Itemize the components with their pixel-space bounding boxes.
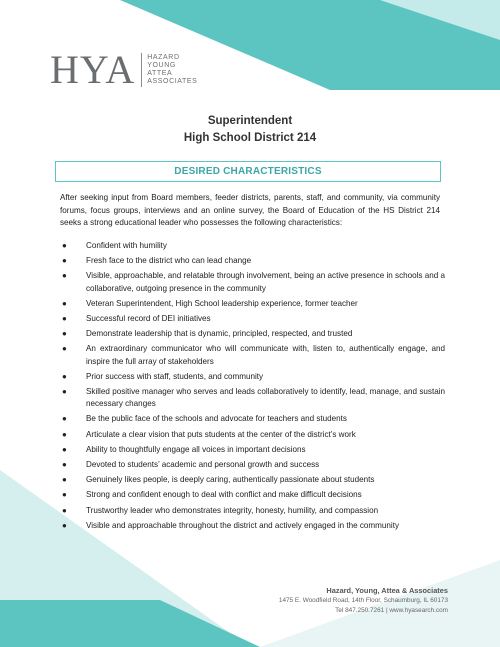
list-item [60, 520, 445, 532]
list-item-text: Confident with humility [86, 241, 167, 250]
list-item-text: Genuinely likes people, is deeply caring, authentically passionate about students [86, 475, 375, 485]
intro-paragraph: After seeking input from Board members, feeder districts, parents, staff, and community, via community forums, focus groups, interviews and an online survey, the Board of Education of the HS District 214 seeks a strong educational leader who possesses the following characteristics: [60, 193, 440, 228]
characteristics-list [60, 240, 445, 535]
page-subtitle: High School District 214 [183, 132, 317, 144]
list-item-text: An extraordinary communicator who will communicate with, listen to, authentically engage, and inspire the full array of stakeholders [86, 344, 445, 366]
list-item [60, 474, 445, 486]
list-item [60, 270, 445, 294]
bullet-icon: ● [62, 371, 67, 381]
hya-logo [50, 47, 198, 92]
footer-company: Hazard, Young, Attea & Associates [326, 586, 448, 595]
footer-contact: Tel 847.250.7261 | www.hyasearch.com [335, 607, 448, 614]
title-block [0, 113, 500, 147]
bullet-icon: ● [62, 475, 67, 485]
list-item-text: Demonstrate leadership that is dynamic, principled, respected, and trusted [86, 329, 353, 339]
list-item [60, 489, 445, 501]
list-item-text: Visible and approachable throughout the district and actively engaged in the community [86, 520, 400, 530]
list-item [60, 459, 445, 471]
logo-divider [141, 53, 142, 87]
list-item-text: Visible, approachable, and relatable through involvement, being an active presence in schools and a collaborative, outgoing presence in the community [86, 271, 445, 293]
list-item-text: Be the public face of the schools and advocate for teachers and students [86, 414, 347, 424]
bullet-icon: ● [62, 329, 67, 339]
list-item-text: Veteran Superintendent, High School leadership experience, former teacher [86, 298, 358, 308]
bullet-icon: ● [62, 444, 67, 454]
list-item [60, 240, 445, 252]
list-item-text: Articulate a clear vision that puts students at the center of the district’s work [86, 429, 356, 439]
footer [279, 585, 448, 616]
list-item-text: Prior success with staff, students, and community [86, 371, 264, 381]
list-item [60, 429, 445, 441]
bullet-icon: ● [62, 429, 67, 439]
list-item-text: Ability to thoughtfully engage all voices in important decisions [86, 444, 306, 454]
page-title: Superintendent [207, 115, 293, 127]
logo-word: HAZARD [147, 53, 180, 61]
list-item [60, 386, 445, 410]
bullet-icon: ● [62, 256, 67, 266]
footer-address: 1475 E. Woodfield Road, 14th Floor, Schaumburg, IL 60173 [278, 597, 448, 604]
logo-wordmark [147, 54, 197, 87]
bottom-teal-shape [0, 600, 260, 647]
list-item-text: Successful record of DEI initiatives [86, 314, 211, 324]
bullet-icon: ● [62, 520, 67, 530]
bullet-icon: ● [62, 490, 67, 500]
bullet-icon: ● [62, 241, 67, 250]
list-item [60, 413, 445, 425]
list-item-text: Trustworthy leader who demonstrates integrity, honesty, humility, and compassion [86, 505, 379, 515]
bullet-icon: ● [62, 271, 67, 281]
list-item-text: Devoted to students’ academic and personal growth and success [86, 460, 320, 470]
logo-mark: HYA [50, 47, 136, 92]
list-item [60, 505, 445, 517]
bullet-icon: ● [62, 387, 67, 397]
bullet-icon: ● [62, 414, 67, 424]
list-item [60, 343, 445, 367]
bullet-icon: ● [62, 505, 67, 515]
list-item [60, 444, 445, 456]
section-heading: DESIRED CHARACTERISTICS [174, 166, 322, 177]
logo-word: YOUNG [147, 61, 176, 69]
section-heading-box [55, 161, 441, 182]
bullet-icon: ● [62, 314, 67, 324]
list-item [60, 371, 445, 383]
list-item [60, 255, 445, 267]
bullet-icon: ● [62, 460, 67, 470]
bullet-icon: ● [62, 298, 67, 308]
list-item [60, 328, 445, 340]
list-item-text: Skilled positive manager who serves and leads collaboratively to identify, lead, manage, and sustain necessary changes [86, 387, 445, 409]
logo-word: ATTEA [147, 70, 173, 77]
list-item-text: Fresh face to the district who can lead change [86, 256, 252, 266]
list-item [60, 298, 445, 310]
bullet-icon: ● [62, 344, 67, 354]
list-item-text: Strong and confident enough to deal with conflict and make difficult decisions [86, 490, 362, 500]
logo-word: ASSOCIATES [147, 78, 198, 86]
list-item [60, 313, 445, 325]
